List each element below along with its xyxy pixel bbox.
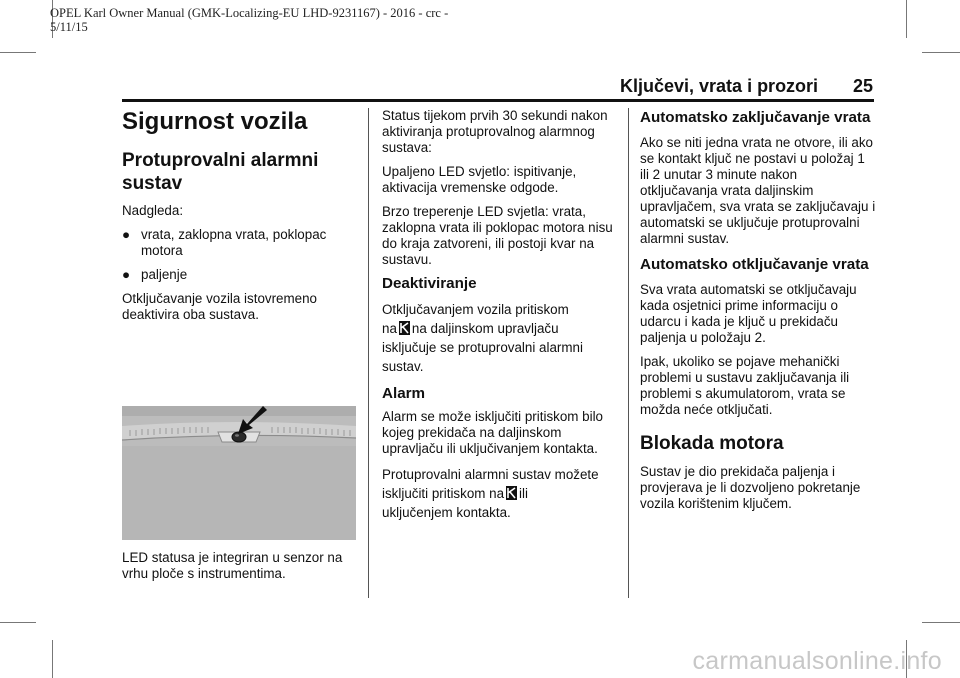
bullet-icon: ● <box>122 227 131 242</box>
column-divider <box>628 108 629 598</box>
led-on-paragraph: Upaljeno LED svjetlo: ispitivanje, aktivacija vremenske odgode. <box>382 164 577 195</box>
heading-auto-unlock: Automatsko otključavanje vrata <box>640 256 869 273</box>
deactivation-line: isključuje se protuprovalni alarmni sustav. <box>382 340 583 374</box>
status-paragraph: Status tijekom prvih 30 sekundi nakon aktiviranja protuprovalnog alarmnog sustava: <box>382 108 608 155</box>
led-fast-paragraph: Brzo treperenje LED svjetla: vrata, zaklopna vrata ili poklopac motora nisu do kraja zatvoreni, ili postoji kvar na sustavu. <box>382 204 613 267</box>
auto-unlock-paragraph: Sva vrata automatski se otključavaju kada osjetnici prime informaciju o udarcu i kada je ključ u prekidaču paljenja u položaju 2. <box>640 282 857 345</box>
bullet-icon: ● <box>122 267 131 282</box>
list-item-text: vrata, zaklopna vrata, poklopac motora <box>141 227 327 258</box>
document-header-date: 5/11/15 <box>50 20 88 34</box>
deactivation-line: na daljinskom upravljaču <box>411 321 559 336</box>
deactivation-paragraph <box>382 300 620 376</box>
alarm-disable-line: isključiti pritiskom na <box>382 486 505 501</box>
column-right <box>640 108 876 520</box>
list-item-text: paljenje <box>141 267 188 282</box>
crop-mark <box>906 0 907 38</box>
crop-mark <box>922 622 960 623</box>
alarm-disable-line: Protuprovalni alarmni sustav možete <box>382 467 599 482</box>
watermark: carmanualsonline.info <box>692 647 942 675</box>
column-middle <box>382 108 620 530</box>
heading-antitheft-alarm: Protuprovalni alarmni sustav <box>122 150 319 194</box>
monitors-label: Nadgleda: <box>122 203 184 218</box>
unlock-deactivates-paragraph: Otključavanje vozila istovremeno deaktivira oba sustava. <box>122 291 317 322</box>
deactivation-line: na <box>382 321 397 336</box>
list-item <box>122 267 358 283</box>
alarm-disable-line: uključenjem kontakta. <box>382 505 511 520</box>
unlock-key-icon <box>399 321 410 335</box>
heading-immobilizer: Blokada motora <box>640 433 784 454</box>
unlock-key-icon <box>506 486 517 500</box>
auto-lock-paragraph: Ako se niti jedna vrata ne otvore, ili ako se kontakt ključ ne postavi u položaj 1 ili 2 unutar 3 minute nakon otključavanja vrata daljinskim upravljačem, sva vrata se zaključavaju i automatski se uključuje protuprovalni alarmni sustav. <box>640 135 876 246</box>
document-header <box>50 6 448 34</box>
heading-vehicle-security: Sigurnost vozila <box>122 108 308 135</box>
deactivation-line: Otključavanjem vozila pritiskom <box>382 302 569 317</box>
immobilizer-paragraph: Sustav je dio prekidača paljenja i provjerava je li dozvoljeno pokretanje vozila korištenim ključem. <box>640 464 861 511</box>
page-heading <box>620 76 873 96</box>
alarm-disable-paragraph <box>382 465 620 522</box>
figure-caption: LED statusa je integriran u senzor na vrhu ploče s instrumentima. <box>122 550 343 581</box>
column-divider <box>368 108 369 598</box>
alarm-disable-line: ili <box>519 486 528 501</box>
document-header-line: OPEL Karl Owner Manual (GMK-Localizing-EU LHD-9231167) - 2016 - crc - <box>50 6 449 20</box>
section-title: Ključevi, vrata i prozori <box>620 76 819 96</box>
list-item <box>122 227 358 259</box>
crop-mark <box>0 52 36 53</box>
crop-mark <box>52 640 53 678</box>
header-rule <box>122 99 874 102</box>
page-number: 25 <box>852 76 873 96</box>
heading-deactivation: Deaktiviranje <box>382 275 477 292</box>
heading-alarm: Alarm <box>382 385 426 402</box>
led-sensor-figure <box>122 406 356 540</box>
crop-mark <box>0 622 36 623</box>
column-left <box>122 108 358 590</box>
heading-auto-lock: Automatsko zaključavanje vrata <box>640 109 871 126</box>
crop-mark <box>922 52 960 53</box>
malfunction-paragraph: Ipak, ukoliko se pojave mehanički problemi u sustavu zaključavanja ili problemi s akumulatorom, vrata se možda neće otključati. <box>640 354 850 417</box>
alarm-paragraph: Alarm se može isključiti pritiskom bilo kojeg prekidača na daljinskom upravljaču ili uključivanjem kontakta. <box>382 409 603 456</box>
